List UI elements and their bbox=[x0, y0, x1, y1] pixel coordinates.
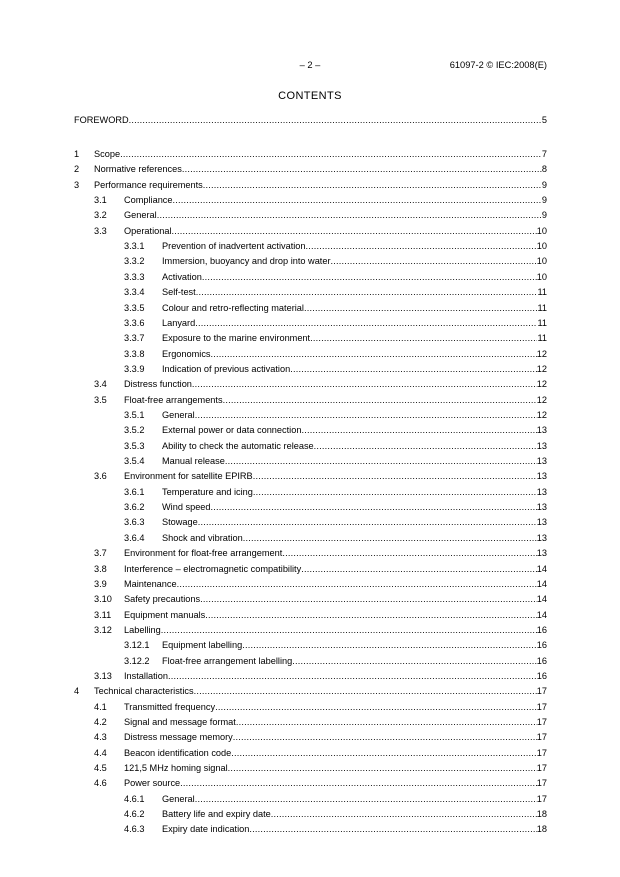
toc-entry[interactable] bbox=[0, 362, 547, 376]
toc-entry-body bbox=[162, 316, 547, 330]
toc-entry-number: 3.3.2 bbox=[124, 256, 145, 267]
toc-dot-leader bbox=[228, 761, 537, 775]
toc-dot-leader bbox=[253, 485, 537, 499]
toc-entry-page: 8 bbox=[541, 164, 547, 175]
toc-entry-body bbox=[124, 577, 547, 591]
toc-entry-page: 10 bbox=[536, 241, 547, 252]
toc-entry-number: 3.5.1 bbox=[124, 409, 145, 420]
toc-entry-number: 3.7 bbox=[94, 548, 107, 559]
toc-entry-body bbox=[162, 454, 547, 468]
toc-dot-leader bbox=[223, 393, 537, 407]
toc-entry-page: 7 bbox=[541, 149, 547, 159]
toc-entry-title: Equipment manuals bbox=[124, 609, 206, 620]
toc-entry-number: 3.6.1 bbox=[124, 486, 145, 497]
toc-entry-body bbox=[124, 715, 547, 729]
toc-dot-leader bbox=[243, 531, 537, 545]
toc-entry-body bbox=[162, 500, 547, 514]
toc-entry[interactable] bbox=[0, 546, 547, 560]
toc-entry-number: 3.6 bbox=[94, 471, 107, 482]
toc-entry-number: 4.6.1 bbox=[124, 793, 145, 804]
toc-entry-title: Distress message memory bbox=[124, 732, 233, 743]
toc-entry[interactable] bbox=[0, 454, 547, 468]
toc-entry-title: Performance requirements bbox=[94, 179, 203, 190]
toc-entry[interactable] bbox=[0, 715, 547, 729]
toc-entry-page: 16 bbox=[536, 624, 547, 635]
toc-entry-title: Manual release bbox=[162, 456, 225, 466]
toc-entry-body bbox=[94, 178, 547, 192]
toc-entry[interactable] bbox=[0, 592, 547, 606]
toc-entry-page: 18 bbox=[536, 824, 547, 835]
toc-entry-number: 3.5.4 bbox=[124, 456, 145, 466]
toc-entry[interactable] bbox=[0, 700, 547, 714]
toc-entry-body bbox=[94, 147, 547, 161]
toc-entry-body bbox=[162, 822, 547, 836]
toc-entry-title: Ergonomics bbox=[162, 348, 211, 359]
toc-dot-leader bbox=[211, 347, 537, 361]
toc-dot-leader bbox=[161, 623, 537, 637]
toc-entry-title: Float-free arrangements bbox=[124, 394, 223, 405]
toc-entry-page: 12 bbox=[536, 348, 547, 359]
toc-entry-body bbox=[124, 608, 547, 622]
toc-entry[interactable] bbox=[0, 254, 547, 268]
toc-entry[interactable] bbox=[0, 301, 547, 315]
toc-entry[interactable] bbox=[0, 347, 547, 361]
toc-entry-title: Shock and vibration bbox=[162, 532, 243, 543]
toc-entry-page: 13 bbox=[536, 440, 547, 451]
page-number: – 2 – bbox=[299, 60, 321, 70]
toc-entry-number: 3.5.3 bbox=[124, 440, 145, 451]
toc-entry[interactable] bbox=[0, 684, 547, 698]
toc-dot-leader bbox=[202, 270, 537, 284]
toc-entry[interactable] bbox=[0, 408, 547, 422]
toc-dot-leader bbox=[168, 669, 537, 683]
toc-entry-title: Power source bbox=[124, 778, 181, 789]
toc-entry-number: 3.1 bbox=[94, 195, 107, 206]
toc-entry-title: General bbox=[124, 210, 157, 221]
toc-entry-title: Distress function bbox=[124, 379, 192, 390]
toc-entry-title: Stowage bbox=[162, 517, 198, 528]
toc-entry-body bbox=[124, 562, 547, 576]
toc-dot-leader bbox=[301, 562, 537, 576]
toc-dot-leader bbox=[236, 715, 537, 729]
toc-entry-page: 12 bbox=[536, 379, 547, 390]
toc-entry-page: 9 bbox=[541, 195, 547, 206]
toc-entry-title: Safety precautions bbox=[124, 594, 201, 605]
toc-entry-body bbox=[124, 377, 547, 391]
toc-entry-page: 17 bbox=[536, 793, 547, 804]
toc-entry-title: Battery life and expiry date bbox=[162, 809, 271, 819]
toc-entry-number: 3.3.8 bbox=[124, 348, 145, 359]
toc-entry-page: 16 bbox=[536, 670, 547, 681]
toc-entry[interactable] bbox=[0, 531, 547, 545]
toc-entry[interactable] bbox=[0, 608, 547, 622]
toc-entry[interactable] bbox=[0, 761, 547, 775]
toc-entry-page: 12 bbox=[536, 363, 547, 374]
toc-entry-body bbox=[162, 515, 547, 529]
toc-entry-number: 3.6.4 bbox=[124, 532, 145, 543]
toc-entry-body bbox=[162, 254, 547, 268]
toc-dot-leader bbox=[157, 208, 542, 222]
toc-entry[interactable] bbox=[0, 316, 547, 330]
toc-entry[interactable] bbox=[0, 638, 547, 652]
toc-entry-number: 3.6.3 bbox=[124, 517, 145, 528]
toc-entry-number: 3.3.3 bbox=[124, 271, 145, 282]
toc-entry[interactable] bbox=[0, 270, 547, 284]
toc-entry-number: 4.5 bbox=[94, 763, 107, 773]
toc-entry-title: Exposure to the marine environment bbox=[162, 333, 311, 344]
toc-entry[interactable] bbox=[0, 331, 547, 345]
toc-entry-number: 3.3.1 bbox=[124, 241, 145, 252]
toc-entry-page: 13 bbox=[536, 486, 547, 497]
toc-entry-number: 3.3.5 bbox=[124, 302, 145, 313]
toc-entry-page: 13 bbox=[536, 548, 547, 559]
toc-entry-title: Installation bbox=[124, 670, 168, 681]
toc-entry[interactable] bbox=[0, 792, 547, 806]
toc-entry-page: 13 bbox=[536, 471, 547, 482]
toc-entry-title: General bbox=[162, 793, 195, 804]
toc-entry-page: 10 bbox=[536, 225, 547, 236]
toc-entry-page: 12 bbox=[536, 394, 547, 405]
toc-entry[interactable] bbox=[0, 393, 547, 407]
toc-entry-body bbox=[162, 408, 547, 422]
toc-entry-number: 3.3.4 bbox=[124, 287, 145, 298]
toc-dot-leader bbox=[301, 423, 536, 437]
toc-dot-leader bbox=[198, 515, 537, 529]
toc-entry-body bbox=[124, 469, 547, 483]
toc-entry-title: Self-test bbox=[162, 287, 196, 298]
toc-dot-leader bbox=[225, 454, 537, 468]
toc-entry-title: Temperature and icing bbox=[162, 486, 253, 497]
toc-dot-leader bbox=[282, 546, 536, 560]
toc-dot-leader bbox=[129, 113, 542, 127]
toc-entry-body bbox=[162, 439, 547, 453]
toc-entry-page: 11 bbox=[537, 302, 547, 313]
toc-entry-page: 14 bbox=[536, 609, 547, 620]
toc-entry-body bbox=[162, 531, 547, 545]
toc-entry-body bbox=[124, 700, 547, 714]
toc-entry-page: 13 bbox=[536, 425, 547, 436]
toc-entry-title: Activation bbox=[162, 271, 202, 282]
toc-dot-leader bbox=[211, 500, 537, 514]
toc-entry-number: 3 bbox=[74, 179, 80, 190]
toc-entry-page: 14 bbox=[536, 578, 547, 589]
toc-entry-page: 13 bbox=[536, 532, 547, 543]
toc-entry-body bbox=[94, 162, 547, 176]
toc-entry-number: 4 bbox=[74, 686, 80, 697]
toc-entry-number: 2 bbox=[74, 164, 80, 175]
toc-dot-leader bbox=[200, 592, 537, 606]
toc-entry-page: 11 bbox=[537, 317, 547, 328]
toc-entry-number: 3.3.7 bbox=[124, 333, 145, 344]
toc-dot-leader bbox=[173, 193, 542, 207]
toc-entry-number: 3.5.2 bbox=[124, 425, 145, 436]
toc-entry-number: 4.4 bbox=[94, 747, 107, 758]
toc-entry[interactable] bbox=[0, 285, 547, 299]
toc-entry-body bbox=[124, 623, 547, 637]
toc-entry-body bbox=[162, 270, 547, 284]
toc-dot-leader bbox=[195, 316, 537, 330]
toc-entry-body bbox=[162, 362, 547, 376]
toc-entry[interactable] bbox=[0, 147, 547, 161]
toc-entry-body bbox=[124, 224, 547, 238]
toc-entry[interactable] bbox=[0, 822, 547, 836]
toc-entry-number: 1 bbox=[74, 149, 80, 159]
toc-dot-leader bbox=[196, 285, 538, 299]
toc-entry-body bbox=[162, 807, 547, 821]
toc-entry-number: 3.3 bbox=[94, 225, 107, 236]
toc-entry-body bbox=[124, 193, 547, 207]
toc-entry-number: 3.5 bbox=[94, 394, 107, 405]
toc-entry-title: Environment for float-free arrangement bbox=[124, 548, 283, 559]
toc-entry[interactable] bbox=[0, 500, 547, 514]
toc-entry-body bbox=[124, 776, 547, 790]
toc-entry-number: 3.13 bbox=[94, 670, 112, 681]
toc-dot-leader bbox=[172, 224, 537, 238]
toc-entry-number: 3.12.2 bbox=[124, 655, 150, 666]
toc-entry-title: Float-free arrangement labelling bbox=[162, 655, 293, 666]
toc-entry[interactable] bbox=[0, 515, 547, 529]
toc-dot-leader bbox=[177, 577, 537, 591]
toc-entry-number: 4.3 bbox=[94, 732, 107, 743]
toc-dot-leader bbox=[194, 684, 537, 698]
toc-entry-body bbox=[124, 746, 547, 760]
toc-entry-number: 3.8 bbox=[94, 563, 107, 574]
toc-entry-page: 17 bbox=[536, 763, 547, 773]
toc-entry[interactable] bbox=[0, 469, 547, 483]
toc-entry-title: 121,5 MHz homing signal bbox=[124, 763, 228, 773]
toc-entry[interactable] bbox=[0, 577, 547, 591]
toc-entry-number: 3.12 bbox=[94, 624, 112, 635]
toc-entry-number: 3.10 bbox=[94, 594, 112, 605]
toc-entry-page: 9 bbox=[541, 179, 547, 190]
toc-dot-leader bbox=[290, 362, 537, 376]
toc-entry-page: 12 bbox=[536, 409, 547, 420]
toc-dot-leader bbox=[253, 469, 537, 483]
toc-entry-page: 18 bbox=[536, 809, 547, 819]
toc-entry-page: 16 bbox=[536, 640, 547, 651]
toc-entry-title: Normative references bbox=[94, 164, 182, 175]
toc-entry-title: Scope bbox=[94, 149, 121, 159]
toc-dot-leader bbox=[195, 792, 537, 806]
toc-entry[interactable] bbox=[0, 193, 547, 207]
toc-entry[interactable] bbox=[0, 224, 547, 238]
toc-entry[interactable] bbox=[0, 776, 547, 790]
toc-entry-body bbox=[124, 669, 547, 683]
toc-entry-number: 3.3.6 bbox=[124, 317, 145, 328]
toc-entry-title: Lanyard bbox=[162, 317, 196, 328]
toc-entry-title: Operational bbox=[124, 225, 172, 236]
toc-entry-page: 13 bbox=[536, 517, 547, 528]
toc-entry-body bbox=[162, 654, 547, 668]
toc-entry-body bbox=[124, 730, 547, 744]
toc-entry[interactable] bbox=[0, 654, 547, 668]
toc-entry-page: 11 bbox=[537, 333, 547, 344]
toc-entry-page: 17 bbox=[536, 747, 547, 758]
toc-entry-body bbox=[162, 485, 547, 499]
toc-dot-leader bbox=[205, 608, 537, 622]
toc-entry-title: Signal and message format bbox=[124, 716, 236, 727]
toc-entry-number: 3.4 bbox=[94, 379, 107, 390]
toc-entry-title: External power or data connection bbox=[162, 425, 302, 436]
toc-entry-title: Labelling bbox=[124, 624, 161, 635]
toc-dot-leader bbox=[182, 162, 542, 176]
toc-entry[interactable] bbox=[0, 208, 547, 222]
toc-entry-body bbox=[124, 546, 547, 560]
toc-entry-title: General bbox=[162, 409, 195, 420]
toc-entry-title: Technical characteristics bbox=[94, 686, 194, 697]
toc-dot-leader bbox=[306, 239, 537, 253]
toc-dot-leader bbox=[271, 807, 537, 821]
toc-entry-page: 16 bbox=[536, 655, 547, 666]
toc-entry-title: FOREWORD bbox=[74, 115, 129, 125]
toc-entry-title: Compliance bbox=[124, 195, 173, 206]
toc-entry[interactable] bbox=[0, 807, 547, 821]
toc-entry-title: Transmitted frequency bbox=[124, 701, 216, 712]
toc-dot-leader bbox=[314, 439, 537, 453]
toc-dot-leader bbox=[203, 178, 542, 192]
toc-entry-body bbox=[162, 423, 547, 437]
toc-entry-page: 17 bbox=[536, 778, 547, 789]
toc-entry-body bbox=[162, 301, 547, 315]
toc-entry-body bbox=[124, 208, 547, 222]
toc-dot-leader bbox=[242, 638, 537, 652]
toc-entry[interactable] bbox=[0, 439, 547, 453]
toc-entry-number: 4.6.3 bbox=[124, 824, 145, 835]
toc-entry[interactable] bbox=[0, 730, 547, 744]
toc-entry-page: 14 bbox=[536, 594, 547, 605]
toc-entry-page: 17 bbox=[536, 732, 547, 743]
toc-dot-leader bbox=[120, 147, 542, 161]
toc-entry-body bbox=[162, 239, 547, 253]
toc-entry-body bbox=[162, 638, 547, 652]
contents-title: CONTENTS bbox=[278, 90, 342, 102]
toc-dot-leader bbox=[310, 331, 537, 345]
toc-entry-body bbox=[94, 684, 547, 698]
toc-dot-leader bbox=[331, 254, 537, 268]
toc-entry-title: Environment for satellite EPIRB bbox=[124, 471, 253, 482]
toc-entry-title: Indication of previous activation bbox=[162, 363, 291, 374]
toc-entry[interactable] bbox=[0, 623, 547, 637]
toc-dot-leader bbox=[180, 776, 537, 790]
toc-entry[interactable] bbox=[0, 485, 547, 499]
toc-entry-title: Equipment labelling bbox=[162, 640, 243, 651]
toc-dot-leader bbox=[249, 822, 536, 836]
toc-dot-leader bbox=[215, 700, 537, 714]
toc-entry-number: 3.6.2 bbox=[124, 502, 145, 513]
toc-entry-page: 10 bbox=[536, 271, 547, 282]
toc-entry-body bbox=[162, 792, 547, 806]
toc-entry-body bbox=[74, 113, 547, 127]
toc-entry[interactable] bbox=[0, 178, 547, 192]
toc-entry-title: Colour and retro-reflecting material bbox=[162, 302, 304, 313]
toc-entry-body bbox=[124, 393, 547, 407]
toc-entry-title: Ability to check the automatic release bbox=[162, 440, 314, 451]
toc-entry[interactable] bbox=[0, 377, 547, 391]
toc-dot-leader bbox=[195, 408, 537, 422]
toc-entry-number: 3.12.1 bbox=[124, 640, 150, 651]
toc-entry-page: 9 bbox=[541, 210, 547, 221]
toc-entry-number: 4.6.2 bbox=[124, 809, 145, 819]
toc-dot-leader bbox=[304, 301, 537, 315]
toc-entry-body bbox=[162, 285, 547, 299]
toc-entry-body bbox=[162, 347, 547, 361]
toc-entry-page: 17 bbox=[536, 686, 547, 697]
toc-entry[interactable] bbox=[0, 746, 547, 760]
toc-entry-title: Expiry date indication bbox=[162, 824, 250, 835]
toc-dot-leader bbox=[292, 654, 537, 668]
toc-entry-page: 13 bbox=[536, 502, 547, 513]
toc-entry-page: 10 bbox=[536, 256, 547, 267]
toc-entry-page: 17 bbox=[536, 701, 547, 712]
toc-entry-number: 4.6 bbox=[94, 778, 107, 789]
toc-entry-page: 5 bbox=[541, 115, 547, 125]
document-reference: 61097-2 © IEC:2008(E) bbox=[449, 60, 547, 70]
toc-entry-number: 3.9 bbox=[94, 578, 107, 589]
toc-entry[interactable] bbox=[0, 562, 547, 576]
toc-entry-title: Immersion, buoyancy and drop into water bbox=[162, 256, 331, 267]
toc-entry-page: 11 bbox=[537, 287, 547, 298]
toc-entry-number: 4.1 bbox=[94, 701, 107, 712]
toc-entry-number: 3.3.9 bbox=[124, 363, 145, 374]
toc-entry[interactable] bbox=[0, 669, 547, 683]
toc-entry-number: 3.2 bbox=[94, 210, 107, 221]
toc-entry[interactable] bbox=[0, 162, 547, 176]
toc-entry-title: Interference – electromagnetic compatibility bbox=[124, 563, 302, 574]
toc-entry-page: 13 bbox=[536, 456, 547, 466]
toc-entry-body bbox=[124, 761, 547, 775]
toc-entry[interactable] bbox=[0, 423, 547, 437]
toc-dot-leader bbox=[233, 730, 537, 744]
toc-entry-page: 17 bbox=[536, 716, 547, 727]
toc-entry-title: Prevention of inadvertent activation bbox=[162, 241, 306, 252]
toc-entry-title: Maintenance bbox=[124, 578, 177, 589]
toc-dot-leader bbox=[192, 377, 537, 391]
toc-entry-page: 14 bbox=[536, 563, 547, 574]
toc-entry-number: 4.2 bbox=[94, 716, 107, 727]
toc-entry-body bbox=[162, 331, 547, 345]
toc-entry[interactable] bbox=[0, 239, 547, 253]
toc-entry-title: Beacon identification code bbox=[124, 747, 232, 758]
toc-entry-body bbox=[124, 592, 547, 606]
toc-dot-leader bbox=[231, 746, 537, 760]
toc-entry-number: 3.11 bbox=[94, 609, 112, 620]
toc-entry-title: Wind speed bbox=[162, 502, 211, 513]
toc-entry[interactable] bbox=[0, 113, 547, 127]
